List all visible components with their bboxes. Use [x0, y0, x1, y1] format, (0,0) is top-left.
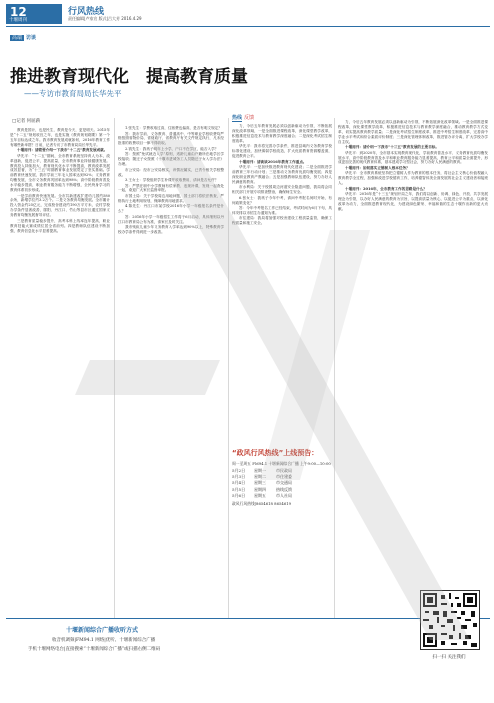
- schedule-unit: 市人社局: [276, 492, 292, 498]
- column-divider: [228, 118, 229, 618]
- paragraph: 答：严禁在职中小学教师有偿家教、违规补课，发现一起查处一起，欢迎广大家长监督举报。: [118, 183, 224, 193]
- qr-code-graphic: [421, 591, 479, 649]
- schedule-day: 星期一: [254, 468, 266, 473]
- qr-caption: 扫一扫 关注我们: [432, 655, 466, 660]
- paragraph: 答：按照“免试就近入学”原则，适龄儿童由户籍所在地学区学校接收；随迁子女按照《十堰市进城务工人员随迁子女入学办法》办理。: [118, 152, 224, 167]
- tag-left: 高端: [12, 35, 23, 41]
- paragraph: 答：2016年小学一年级招生工作将于6月启动，具体细则以丹江口市教育局公布为准，请家长及时关注。: [118, 214, 224, 224]
- article-subhead: ——专访市教育局局长华先平: [24, 89, 122, 98]
- schedule-row: [232, 493, 332, 499]
- section-title: 行风热线: [68, 7, 105, 17]
- editors-line: 责任编辑|卢家宣 版式|吕大芳 2016.4.29: [68, 16, 142, 21]
- hotline-label-left: 热线: [232, 115, 243, 121]
- qr-code: [420, 590, 480, 650]
- hotline-label: [232, 114, 254, 121]
- schedule-title: “政风行风热线”上线预告：: [232, 449, 319, 457]
- schedule-date: 5月4日: [232, 480, 246, 486]
- schedule-day: 星期三: [254, 480, 266, 486]
- paper-name: 十堰周刊: [9, 18, 27, 23]
- paragraph: 答：我市学前、义务教育、普通高中、中等职业学校收费均严格按照省物价局、省财政厅、省教育厅有关文件规定执行，凡未经批准的收费项目一律不得收取。: [118, 131, 224, 146]
- paragraph: 力，今后五年教育发展必须以创新驱动为引领，不断拓展深化改革领域，一是全面推进课程改革，深化课堂教学改革，积极推进信息技术与教育教学深度融合；二是深化考试招生制度改革。: [232, 124, 332, 143]
- hotline-schedule: [232, 448, 332, 608]
- paragraph: 2.钱先生：我孩子明年上小学，户口不在学区，能否入学？: [125, 146, 219, 151]
- reporter-byline: □记者 何屈薪: [12, 119, 41, 124]
- paragraph: 我市残疾儿童少年义务教育入学率达到90%以上，特殊教育学校办学条件得到进一步改善。: [118, 225, 224, 235]
- paragraph: 华先平：一是加快推进教育现代化建设；二是全面推进学前教育三年行动计划；三是推动义务教育优质均衡发展；四是深化职业教育产教融合；五是加强教师队伍建设，努力办好人民满意的教育。: [232, 165, 332, 184]
- paragraph: 市水利局：关于校园周边河道安全隐患问题，我局将会同相关部门开展专项排查整治，确保师生安全。: [232, 185, 332, 195]
- paragraph: 华先平：全市教育系统坚持把立德树人作为教育的根本任务，将社会主义核心价值观融入教育教学全过程，加强和改进学校德育工作，培养德智体美全面发展的社会主义建设者和接班人。: [338, 171, 488, 186]
- column-divider: [114, 118, 115, 618]
- page-number-box: [6, 4, 62, 24]
- paragraph: 十堰周刊：请简要介绍一下我市“十二五”教育发展成就。: [17, 148, 108, 153]
- paragraph: 十堰周刊：2016年，全市教育工作的思路是什么？: [345, 186, 427, 191]
- paragraph: 力，今后五年教育发展必须以创新驱动为引领，不断拓展深化改革领域。一是全面推进课程改革，深化课堂教学改革，积极推进信息技术与教育教学深度融合，推动教育教学方式变革，切实提高教育教学质量；二是深化考试招生制度改革，推进中考招生制度改革，完善高中学业水平考试和综合素质评价制度；三是深化管理体制改革，推进管办评分离，扩大学校办学自主权。: [338, 120, 488, 144]
- article-column-2: [118, 126, 224, 606]
- paragraph: 华先平：到2020年，全市基本实现教育现代化，学前教育普及水平、义务教育优质均衡发展水平、高中阶段教育普及水平和职业教育服务能力显著提高，教育公平和质量全面提升，形成更加完善的现代教育体系，基本建成学习型社会，努力办好人民满意的教育。: [338, 150, 488, 165]
- schedule-day: 星期五: [254, 492, 266, 498]
- paragraph: 4.陈先生：丹江口市某学校2016年小学一年级报名条件是什么？: [118, 204, 224, 214]
- paragraph: 华先平：2016年是“十三五”规划开局之年，我们将以创新、协调、绿色、开放、共享发展理念为引领，以办好人民满意的教育为宗旨，以提高质量为核心，以促进公平为重点，以深化改革为动力，全面推进教育现代化，为建设绿色繁荣、幸福和谐的生态十堰作出新的更大贡献。: [338, 192, 488, 211]
- schedule-date: 5月3日: [232, 474, 246, 480]
- paragraph: 十堰周刊：如何落实立德树人根本任务？: [345, 165, 410, 170]
- paragraph: 市公安局：经市公安局核实，该情况属实，已责令相关学校整改。: [118, 167, 224, 177]
- paragraph: 华先平：我市将完善办学条件，推进县域内义务教育学校标准化建设，加快薄弱学校改造，扩大优质教育资源覆盖面，促进教育公平。: [232, 144, 332, 159]
- tag-right: 访谈: [26, 35, 37, 41]
- paragraph: 6.张女士：我孩子今年中考，请问中考报名何时开始，有何政策变化？: [232, 195, 332, 205]
- schedule-day: 星期四: [254, 486, 266, 492]
- paragraph: 三是教育质量稳步提升，高考本科上线率连年提高，职业教育技能大赛成绩位居全省前列。四是教师队伍建设不断加强，教育信息化水平显著提高。: [10, 218, 110, 233]
- schedule-unit: 市民政局: [276, 468, 292, 473]
- masthead: [0, 0, 494, 26]
- article-column-4: [338, 120, 488, 590]
- paragraph: 市国土局：关于学校周边用地问题，国土部门将依法核查，严格执行土地利用规划，保障教育用地需求。: [118, 193, 224, 203]
- article-headline: 推进教育现代化 提高教育质量: [10, 67, 248, 87]
- paragraph: 1.张先生：学费收取过高，住宿费也偏高，是否有明文规定？: [125, 126, 222, 130]
- footer-line: 收音机调频|FM94.1 网络|优听、十堰新闻综合广播: [52, 638, 156, 643]
- masthead-rule: [6, 26, 490, 27]
- footer-title: 十堰新闻综合广播收听方式: [66, 627, 139, 634]
- paragraph: 教育是国计，也是民生，教育是今天，更是明天。2015年是“十二五”规划收官之年，也是实施《教育规划纲要》第一个五年目标达成之年。我市教育发展成就如何，2016年教育工作有哪些新举措？日前，记者专访了市教育局局长华先平。: [10, 128, 110, 147]
- article-column-3: [232, 124, 332, 442]
- article-tag: [10, 34, 36, 41]
- paragraph: 市住建局：我局将加强对校舍建设工程质量监管，确保工程质量和施工安全。: [232, 216, 332, 226]
- article-column-1: [10, 128, 110, 608]
- column-divider: [334, 118, 335, 618]
- schedule-unit: 市交通局: [276, 480, 292, 486]
- schedule-intro: 周一至周五 FM94.1 十堰新闻综合广播 上午9:00—10:00: [232, 461, 331, 466]
- schedule-date: 5月6日: [232, 492, 246, 498]
- hotline-label-right: 反馈: [244, 115, 255, 121]
- paragraph: 十堰周刊：请谈谈2016年教育工作重点。: [239, 159, 307, 164]
- schedule-date: 5月2日: [232, 468, 246, 473]
- paragraph: 答：今年中考报名工作已经结束，考试时间为6月下旬，具体安排以市招生办通知为准。: [232, 206, 332, 215]
- schedule-date: 5月5日: [232, 486, 246, 492]
- page-number: 12: [10, 5, 27, 19]
- schedule-unit: 市住建委: [276, 474, 292, 480]
- paragraph: 3.王女士：学校组织学生补课并收取费用，请问是否允许？: [125, 178, 219, 183]
- paragraph: 十堰周刊：请介绍一下我市“十三五”教育发展的主要目标。: [345, 145, 439, 150]
- paragraph: 华先平：“十二五”期间，全市教育系统坚持育人为本，改革创新，促进公平，提高质量，全市教育事业持续健康发展。教育投入持续加大，教育现代化水平不断提高，教育改革发展成效显著，为“十三五”时期教育事业发展奠定了坚实基础。学前教育快速发展，我市学前三年毛入园率达到92%；义务教育均衡发展，全市义务教育巩固率达到98%；高中阶段教育普及水平稳步提高，职业教育服务能力不断增强，全民终身学习的教育体系初步形成。: [10, 153, 110, 193]
- schedule-unit: 热线反馈: [276, 486, 292, 492]
- paragraph: 一是学前教育快速发展。全市共新建改扩建幼儿园约580余所，新增学位约3.2万个。二是义务教育均衡发展。全市累计投入资金约25亿元，完成校舍建设约190万平方米，农村学校办学条件显著改善，郧阳、丹江口、竹山等县市区通过国家义务教育均衡发展督导评估。: [10, 193, 110, 218]
- schedule-contact: 政风行风热线|8654618 8654619: [232, 501, 292, 507]
- footer-line: 手机十堰网络电台|直接搜索“十堰新闻综合广播”或扫描右侧二维码: [28, 647, 161, 652]
- schedule-day: 星期二: [254, 474, 266, 480]
